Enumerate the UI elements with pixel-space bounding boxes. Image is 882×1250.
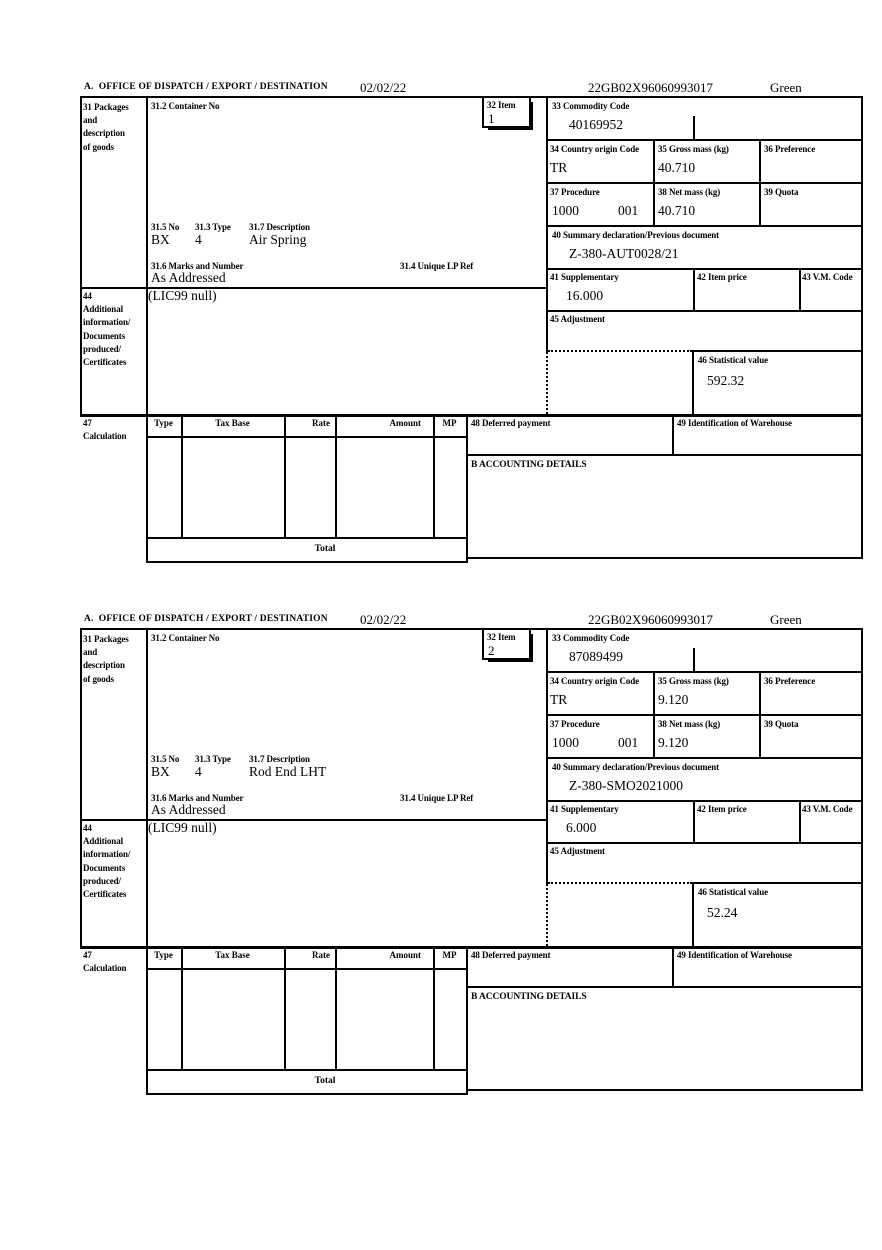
grid-line xyxy=(546,842,863,844)
box41-supplementary-label: 41 Supplementary xyxy=(550,272,619,282)
grid-line xyxy=(80,946,863,949)
grid-line xyxy=(80,628,863,630)
box31-5-no-label: 31.5 No xyxy=(151,222,180,232)
grid-line xyxy=(284,417,286,537)
box31-packages-label: 31 Packages and description of goods xyxy=(83,634,129,684)
box46-statistical-value: 52.24 xyxy=(707,905,738,920)
declaration-item-block xyxy=(80,612,863,1098)
grid-line xyxy=(692,350,861,352)
declaration-item-block xyxy=(80,80,863,566)
box33-commodity-code-value: 40169952 xyxy=(569,117,623,132)
box45-adjustment-label: 45 Adjustment xyxy=(550,846,605,856)
box32-item-box xyxy=(482,628,531,660)
grid-line xyxy=(546,96,548,352)
grid-line xyxy=(653,139,655,227)
box36-preference-label: 36 Preference xyxy=(764,676,816,686)
grid-line xyxy=(433,417,435,537)
grid-line xyxy=(80,628,82,946)
box46-statistical-value-label: 46 Statistical value xyxy=(698,887,768,897)
grid-line xyxy=(466,949,468,1095)
box40-summary-declaration-label: 40 Summary declaration/Previous document xyxy=(552,762,720,772)
box32-item-number: 2 xyxy=(488,643,495,658)
grid-line xyxy=(759,139,761,227)
box37-procedure-value: 1000 xyxy=(552,203,579,218)
box44-additional-info-label: 44 Additional information/ Documents produced/ Certificates xyxy=(83,823,131,900)
goods-description-value: Air Spring xyxy=(249,232,307,247)
box37-procedure-category: 001 xyxy=(618,203,639,218)
box31-5-no-label: 31.5 No xyxy=(151,754,180,764)
grid-line xyxy=(335,949,337,1069)
box40-summary-declaration-value: Z-380-SMO2021000 xyxy=(569,778,683,793)
box34-country-origin-label: 34 Country origin Code xyxy=(550,144,640,154)
box46-statistical-value: 592.32 xyxy=(707,373,745,388)
box31-3-type-label: 31.3 Type xyxy=(195,754,231,764)
grid-line xyxy=(672,949,674,986)
box34-country-origin-value: TR xyxy=(550,160,568,175)
goods-description-value: Rod End LHT xyxy=(249,764,327,779)
box49-warehouse-label: 49 Identification of Warehouse xyxy=(677,950,792,960)
dotted-grid-line xyxy=(548,350,692,352)
grid-line xyxy=(146,96,148,563)
grid-line xyxy=(146,628,148,1095)
box33-commodity-code-label: 33 Commodity Code xyxy=(552,633,630,643)
col-header-amount: Amount xyxy=(389,418,421,428)
col-header-mp: MP xyxy=(442,950,457,960)
grid-line xyxy=(466,417,468,563)
box31-packages-label: 31 Packages and description of goods xyxy=(83,102,129,152)
box43-vm-code-label: 43 V.M. Code xyxy=(802,804,853,814)
box31-4-unique-lp-ref-label: 31.4 Unique LP Ref xyxy=(400,261,474,271)
grid-line xyxy=(80,414,863,417)
box37-procedure-value: 1000 xyxy=(552,735,579,750)
grid-line xyxy=(284,949,286,1069)
grid-line xyxy=(146,1069,468,1071)
grid-line xyxy=(861,96,863,559)
box35-gross-mass-label: 35 Gross mass (kg) xyxy=(658,676,729,686)
box39-quota-label: 39 Quota xyxy=(764,187,799,197)
col-header-amount: Amount xyxy=(389,950,421,960)
box31-2-container-no-label: 31.2 Container No xyxy=(151,101,220,111)
box36-preference-label: 36 Preference xyxy=(764,144,816,154)
box39-quota-label: 39 Quota xyxy=(764,719,799,729)
accounting-details-label: B ACCOUNTING DETAILS xyxy=(471,460,587,470)
box48-deferred-payment-label: 48 Deferred payment xyxy=(471,418,551,428)
grid-line xyxy=(146,1093,468,1095)
box32-item-label: 32 Item xyxy=(487,632,516,642)
col-header-type: Type xyxy=(154,950,173,960)
box44-additional-info-value: (LIC99 null) xyxy=(148,820,217,835)
box31-7-description-label: 31.7 Description xyxy=(249,222,310,232)
grid-line xyxy=(146,436,468,438)
office-of-dispatch-label: A. OFFICE OF DISPATCH / EXPORT / DESTINATION xyxy=(84,614,328,624)
box46-statistical-value-label: 46 Statistical value xyxy=(698,355,768,365)
office-of-dispatch-label: A. OFFICE OF DISPATCH / EXPORT / DESTINATION xyxy=(84,82,328,92)
box33-commodity-code-label: 33 Commodity Code xyxy=(552,101,630,111)
box44-additional-info-label: 44 Additional information/ Documents produced/ Certificates xyxy=(83,291,131,368)
box47-calculation-label: 47 Calculation xyxy=(83,418,127,442)
grid-line xyxy=(546,310,863,312)
calculation-total-label: Total xyxy=(314,544,336,554)
box31-7-description-label: 31.7 Description xyxy=(249,754,310,764)
box37-procedure-category: 001 xyxy=(618,735,639,750)
grid-line xyxy=(692,350,694,414)
box31-6-marks-label: 31.6 Marks and Number xyxy=(151,793,244,803)
grid-line xyxy=(692,882,861,884)
declaration-date: 02/02/22 xyxy=(360,80,407,95)
box38-net-mass-label: 38 Net mass (kg) xyxy=(658,719,721,729)
grid-line xyxy=(546,268,863,270)
col-header-type: Type xyxy=(154,418,173,428)
grid-line xyxy=(146,537,468,539)
package-count-value: BX xyxy=(151,232,170,247)
box34-country-origin-value: TR xyxy=(550,692,568,707)
box38-net-mass-value: 9.120 xyxy=(658,735,689,750)
grid-line xyxy=(181,949,183,1069)
box40-summary-declaration-label: 40 Summary declaration/Previous document xyxy=(552,230,720,240)
grid-line xyxy=(799,800,801,844)
declaration-reference: 22GB02X96060993017 xyxy=(588,80,713,95)
box33-commodity-code-value: 87089499 xyxy=(569,649,623,664)
box35-gross-mass-value: 9.120 xyxy=(658,692,689,707)
grid-line xyxy=(799,268,801,312)
grid-line xyxy=(546,182,863,184)
grid-line xyxy=(80,96,863,98)
col-header-rate: Rate xyxy=(312,950,330,960)
grid-line xyxy=(546,225,863,227)
declaration-date: 02/02/22 xyxy=(360,612,407,627)
box43-vm-code-label: 43 V.M. Code xyxy=(802,272,853,282)
grid-line xyxy=(181,417,183,537)
box31-4-unique-lp-ref-label: 31.4 Unique LP Ref xyxy=(400,793,474,803)
grid-line xyxy=(466,1089,863,1091)
grid-line xyxy=(546,714,863,716)
grid-line xyxy=(146,561,468,563)
grid-line xyxy=(466,557,863,559)
grid-line xyxy=(146,968,468,970)
grid-line xyxy=(433,949,435,1069)
grid-line xyxy=(546,628,548,884)
dotted-grid-line xyxy=(546,352,548,414)
box42-item-price-label: 42 Item price xyxy=(697,804,747,814)
col-header-tax-base: Tax Base xyxy=(215,418,250,428)
box32-item-label: 32 Item xyxy=(487,100,516,110)
commodity-code-divider xyxy=(693,648,695,671)
package-type-value: 4 xyxy=(195,232,202,247)
marks-numbers-value: As Addressed xyxy=(151,270,226,285)
box37-procedure-label: 37 Procedure xyxy=(550,719,600,729)
grid-line xyxy=(546,139,863,141)
dotted-grid-line xyxy=(548,882,692,884)
box31-2-container-no-label: 31.2 Container No xyxy=(151,633,220,643)
grid-line xyxy=(861,628,863,1091)
grid-line xyxy=(693,268,695,312)
box40-summary-declaration-value: Z-380-AUT0028/21 xyxy=(569,246,679,261)
box44-additional-info-value: (LIC99 null) xyxy=(148,288,217,303)
grid-line xyxy=(466,986,863,988)
box41-supplementary-value: 16.000 xyxy=(566,288,604,303)
grid-line xyxy=(653,671,655,759)
grid-line xyxy=(335,417,337,537)
commodity-code-divider xyxy=(693,116,695,139)
grid-line xyxy=(693,800,695,844)
box49-warehouse-label: 49 Identification of Warehouse xyxy=(677,418,792,428)
accounting-details-label: B ACCOUNTING DETAILS xyxy=(471,992,587,1002)
calculation-total-label: Total xyxy=(314,1076,336,1086)
grid-line xyxy=(672,417,674,454)
grid-line xyxy=(759,671,761,759)
box42-item-price-label: 42 Item price xyxy=(697,272,747,282)
box47-calculation-label: 47 Calculation xyxy=(83,950,127,974)
declaration-reference: 22GB02X96060993017 xyxy=(588,612,713,627)
grid-line xyxy=(546,671,863,673)
box34-country-origin-label: 34 Country origin Code xyxy=(550,676,640,686)
marks-numbers-value: As Addressed xyxy=(151,802,226,817)
box38-net-mass-value: 40.710 xyxy=(658,203,696,218)
grid-line xyxy=(80,96,82,414)
grid-line xyxy=(466,454,863,456)
grid-line xyxy=(692,882,694,946)
box48-deferred-payment-label: 48 Deferred payment xyxy=(471,950,551,960)
col-header-rate: Rate xyxy=(312,418,330,428)
box41-supplementary-label: 41 Supplementary xyxy=(550,804,619,814)
box31-6-marks-label: 31.6 Marks and Number xyxy=(151,261,244,271)
box38-net-mass-label: 38 Net mass (kg) xyxy=(658,187,721,197)
box31-3-type-label: 31.3 Type xyxy=(195,222,231,232)
routing-status: Green xyxy=(770,80,802,95)
package-type-value: 4 xyxy=(195,764,202,779)
col-header-mp: MP xyxy=(442,418,457,428)
box35-gross-mass-value: 40.710 xyxy=(658,160,696,175)
dotted-grid-line xyxy=(546,884,548,946)
package-count-value: BX xyxy=(151,764,170,779)
box32-item-box xyxy=(482,96,531,128)
routing-status: Green xyxy=(770,612,802,627)
grid-line xyxy=(546,800,863,802)
box37-procedure-label: 37 Procedure xyxy=(550,187,600,197)
box32-item-number: 1 xyxy=(488,111,495,126)
box35-gross-mass-label: 35 Gross mass (kg) xyxy=(658,144,729,154)
grid-line xyxy=(546,757,863,759)
box41-supplementary-value: 6.000 xyxy=(566,820,597,835)
col-header-tax-base: Tax Base xyxy=(215,950,250,960)
box45-adjustment-label: 45 Adjustment xyxy=(550,314,605,324)
